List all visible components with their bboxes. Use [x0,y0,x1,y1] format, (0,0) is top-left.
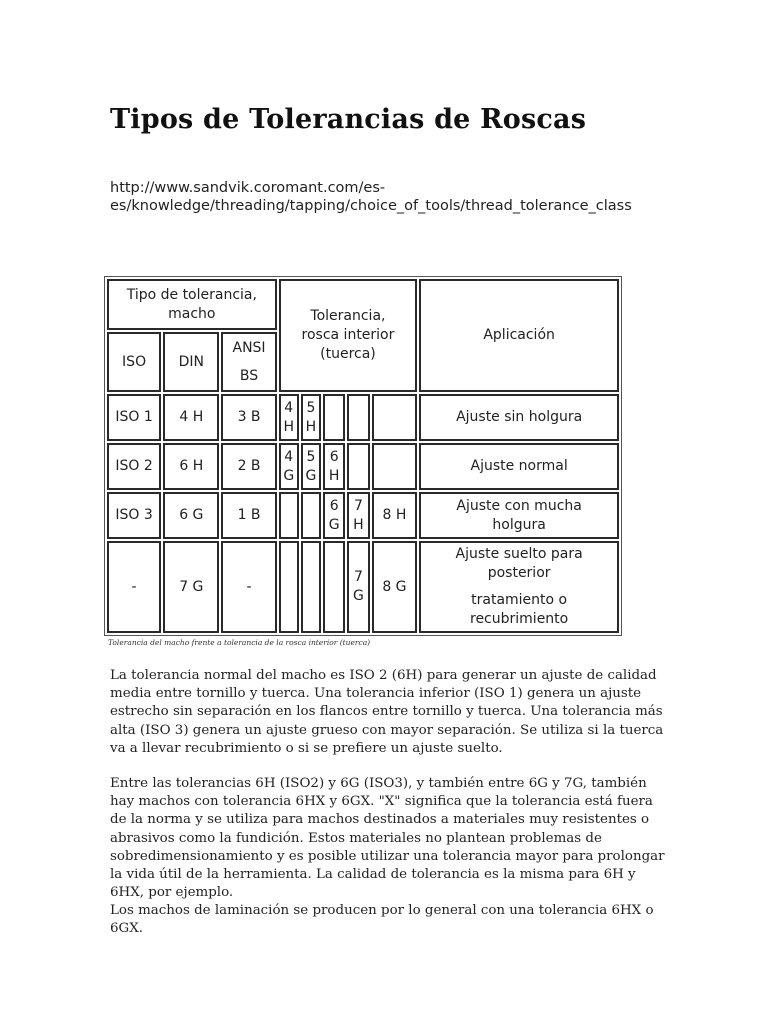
header-nut-tolerance: Tolerancia, rosca interior (tuerca) [279,279,418,392]
cell-iso: ISO 3 [107,492,161,539]
page-title: Tipos de Tolerancias de Roscas [110,104,587,135]
cell-nut-2 [301,541,321,633]
cell-iso: ISO 1 [107,394,161,441]
paragraph-1: La tolerancia normal del macho es ISO 2 (6H) para generar un ajuste de calidad media entre tornillo y tuerca. Una tolerancia inferior (ISO 1) genera un ajuste estrecho sin separación en los flancos entre tornillo y tuerca. Una tolerancia más alta (ISO 3) genera un ajuste grueso con mayor separación. Se utiliza si la tuerca va a llevar recubrimiento o si se prefiere un ajuste suelto. [110,668,664,756]
cell-application [419,394,619,441]
cell-nut-5 [372,443,418,490]
tolerance-table [104,276,622,636]
cell-nut-4 [347,443,369,490]
cell-iso: - [107,541,161,633]
header-iso: ISO [107,332,161,392]
cell-nut-1 [279,492,299,539]
cell-din: 7 G [163,541,219,633]
paragraph-3: Los machos de laminación se producen por lo general con una tolerancia 6HX o 6GX. [110,903,654,937]
cell-nut-4: 7 G [347,541,369,633]
header-application: Aplicación [419,279,619,392]
cell-iso: ISO 2 [107,443,161,490]
cell-nut-1: 4 G [279,443,299,490]
application-text-2: tratamiento o recubrimiento [470,592,569,627]
header-tap-tolerance-type: Tipo de tolerancia, macho [107,279,277,330]
cell-ansi: - [221,541,276,633]
table-row [107,492,619,539]
cell-application [419,443,619,490]
cell-nut-3: 6 G [323,492,345,539]
cell-ansi: 1 B [221,492,276,539]
cell-application [419,492,619,539]
cell-ansi: 2 B [221,443,276,490]
cell-nut-1: 4 H [279,394,299,441]
cell-ansi: 3 B [221,394,276,441]
cell-nut-4: 7 H [347,492,369,539]
paragraph-2: Entre las tolerancias 6H (ISO2) y 6G (ISO3), y también entre 6G y 7G, también hay machos con tolerancia 6HX y 6GX. "X" significa que la tolerancia está fuera de la norma y se utiliza para machos destinados a materiales muy resistentes o abrasivos como la fundición. Estos materiales no plantean problemas de sobredimensionamiento y es posible utilizar una tolerancia mayor para prolongar la vida útil de la herramienta. La calidad de tolerancia es la misma para 6H y 6HX, por ejemplo. [110,776,665,901]
table-caption: Tolerancia del macho frente a tolerancia de la rosca interior (tuerca) [108,638,371,647]
table-row [107,541,619,633]
cell-nut-1 [279,541,299,633]
cell-din: 4 H [163,394,219,441]
header-din: DIN [163,332,219,392]
cell-nut-5 [372,394,418,441]
application-text: Ajuste suelto para posterior [455,546,583,581]
table-row [107,443,619,490]
cell-nut-2 [301,492,321,539]
header-ansi-bs: ANSI BS [221,332,276,392]
cell-nut-5: 8 H [372,492,418,539]
cell-nut-4 [347,394,369,441]
cell-nut-2: 5 H [301,394,321,441]
application-text: Ajuste normal [470,458,568,474]
cell-application [419,541,619,633]
source-link[interactable]: http://www.sandvik.coromant.com/es-es/knowledge/threading/tapping/choice_of_tools/thread_tolerance_class [110,180,632,214]
cell-nut-3 [323,394,345,441]
cell-nut-3: 6 H [323,443,345,490]
cell-nut-5: 8 G [372,541,418,633]
source-url[interactable] [110,179,670,215]
cell-nut-3 [323,541,345,633]
cell-nut-2: 5 G [301,443,321,490]
cell-din: 6 H [163,443,219,490]
application-text: Ajuste con mucha holgura [456,497,582,533]
table-row [107,394,619,441]
cell-din: 6 G [163,492,219,539]
application-text: Ajuste sin holgura [456,409,583,425]
